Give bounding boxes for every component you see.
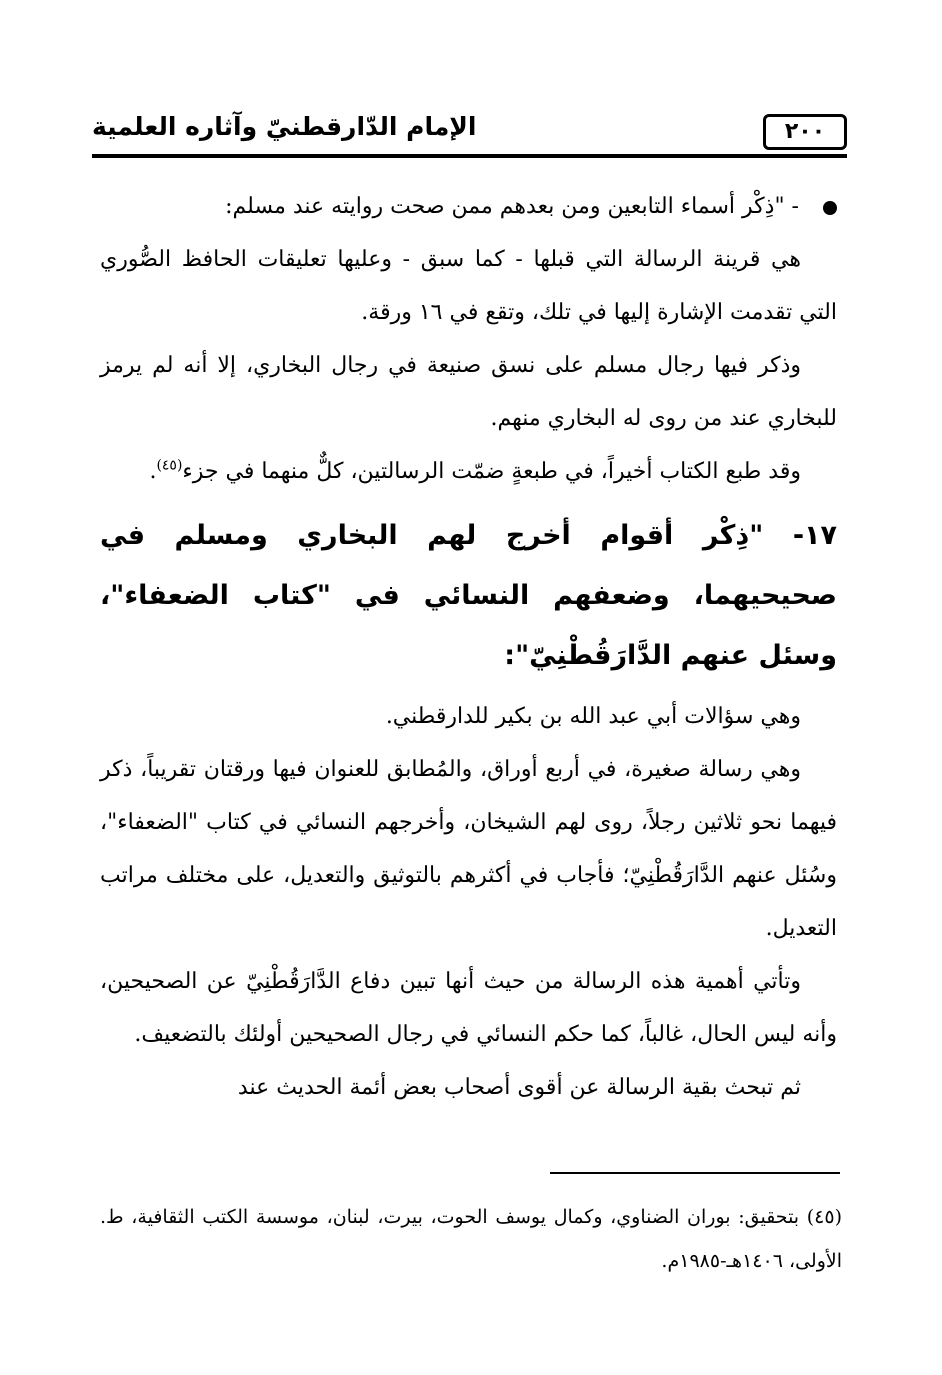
paragraph-3	[100, 445, 837, 498]
footnote-reference: (٤٥)	[156, 457, 183, 474]
section-heading-17: ١٧- "ذِكْر أقوام أخرج لهم البخاري ومسلم في صحيحيهما، وضعفهم النسائي في "كتاب الضعفاء"، وسئل عنهم الدَّارَقُطْنِيّ":	[100, 520, 837, 671]
running-title: الإمام الدّارقطنيّ وآثاره العلمية	[92, 112, 477, 141]
paragraph-6: وتأتي أهمية هذه الرسالة من حيث أنها تبين دفاع الدَّارَقُطْنِيّ عن الصحيحين، وأنه ليس الحال، غالباً، كما حكم النسائي في رجال الصحيحين أولئك بالتضعيف.	[100, 969, 837, 1047]
page-number: ٢٠٠	[763, 114, 847, 150]
paragraph-4: وهي سؤالات أبي عبد الله بن بكير للدارقطني.	[385, 704, 801, 729]
footnote-divider	[550, 1172, 840, 1174]
running-header	[92, 110, 847, 150]
paragraph-3-text: وقد طبع الكتاب أخيراً، في طبعةٍ ضمّت الرسالتين، كلٌّ منهما في جزء	[182, 459, 801, 484]
bullet-icon	[823, 201, 837, 215]
bullet-item	[100, 180, 837, 233]
header-divider	[92, 154, 847, 158]
paragraph-3-end: .	[149, 459, 157, 484]
paragraph-2: وذكر فيها رجال مسلم على نسق صنيعة في رجال البخاري، إلا أنه لم يرمز للبخاري عند من روى له البخاري منهم.	[100, 353, 837, 431]
paragraph-1: هي قرينة الرسالة التي قبلها - كما سبق - وعليها تعليقات الحافظ الصُّوري التي تقدمت الإشارة إليها في تلك، وتقع في ١٦ ورقة.	[100, 247, 837, 325]
bullet-item-text: - "ذِكْر أسماء التابعين ومن بعدهم ممن صحت روايته عند مسلم:	[225, 194, 799, 219]
main-text	[100, 180, 837, 1114]
paragraph-7: ثم تبحث بقية الرسالة عن أقوى أصحاب بعض أئمة الحديث عند	[237, 1075, 801, 1100]
paragraph-5: وهي رسالة صغيرة، في أربع أوراق، والمُطابق للعنوان فيها ورقتان تقريباً، ذكر فيهما نحو ثلاثين رجلاً، روى لهم الشيخان، وأخرجهم النسائي في كتاب "الضعفاء"، وسُئل عنهم الدَّارَقُطْنِيّ؛ فأجاب في أكثرهم بالتوثيق والتعديل، على مختلف مراتب التعديل.	[100, 757, 837, 941]
footnote	[100, 1195, 842, 1283]
footnote-text: (٤٥) بتحقيق: بوران الضناوي، وكمال يوسف الحوت، بيرت، لبنان، موسسة الكتب الثقافية، ط. الأولى، ١٤٠٦هـ-١٩٨٥م.	[100, 1206, 842, 1272]
